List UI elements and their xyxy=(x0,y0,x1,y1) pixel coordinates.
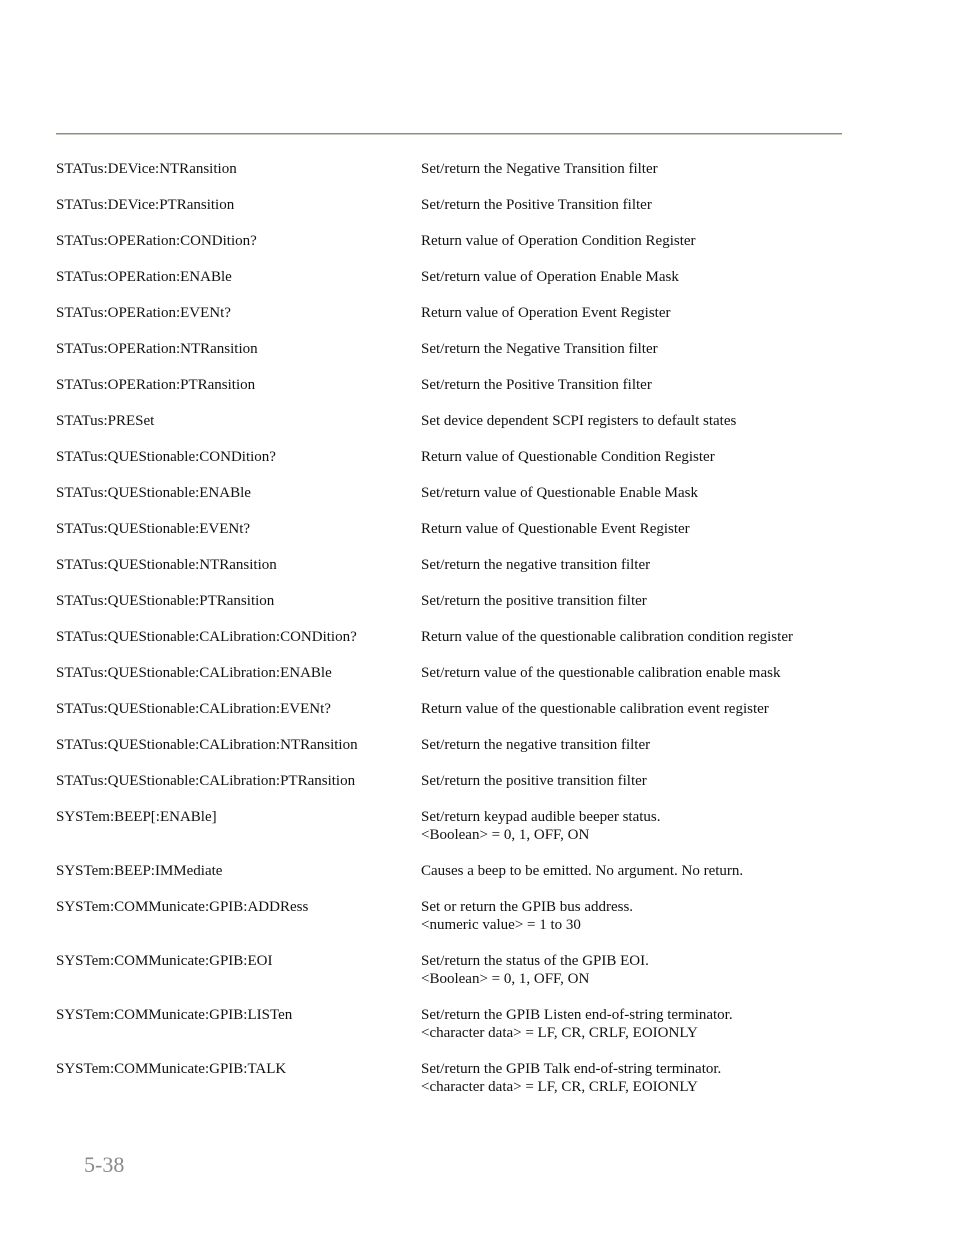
description-line: Set/return the Positive Transition filter xyxy=(421,197,652,213)
description-line: Set/return the positive transition filter xyxy=(421,773,647,789)
description-line: Set/return the GPIB Talk end-of-string terminator. xyxy=(421,1061,722,1077)
command-name: SYSTem:COMMunicate:GPIB:ADDRess xyxy=(56,899,309,915)
description-line: <character data> = LF, CR, CRLF, EOIONLY xyxy=(421,1025,698,1041)
command-description xyxy=(421,304,856,322)
table-row xyxy=(56,196,856,232)
command-description xyxy=(421,592,856,610)
command-description xyxy=(421,556,856,574)
description-line: Set/return the Negative Transition filter xyxy=(421,341,658,357)
description-line: <Boolean> = 0, 1, OFF, ON xyxy=(421,827,590,843)
command-name: STATus:OPERation:CONDition? xyxy=(56,233,257,249)
command-name: STATus:DEVice:NTRansition xyxy=(56,161,237,177)
description-line: Return value of Questionable Event Register xyxy=(421,521,690,537)
command-description xyxy=(421,628,856,646)
command-name: STATus:QUEStionable:CALibration:CONDition? xyxy=(56,629,357,645)
command-description xyxy=(421,232,856,250)
command-description xyxy=(421,160,856,178)
description-line: Set/return the GPIB Listen end-of-string terminator. xyxy=(421,1007,733,1023)
table-row xyxy=(56,1060,856,1114)
command-description xyxy=(421,898,856,934)
command-description xyxy=(421,862,856,880)
description-line: Set or return the GPIB bus address. xyxy=(421,899,634,915)
description-line: Return value of the questionable calibration condition register xyxy=(421,629,793,645)
table-row xyxy=(56,340,856,376)
table-row xyxy=(56,520,856,556)
command-name: STATus:OPERation:ENABle xyxy=(56,269,232,285)
table-row xyxy=(56,448,856,484)
description-line: Return value of Operation Condition Register xyxy=(421,233,696,249)
command-description xyxy=(421,772,856,790)
command-description xyxy=(421,196,856,214)
description-line: Set/return the positive transition filter xyxy=(421,593,647,609)
description-line: Return value of Operation Event Register xyxy=(421,305,671,321)
command-name: SYSTem:COMMunicate:GPIB:EOI xyxy=(56,953,273,969)
command-name: STATus:QUEStionable:NTRansition xyxy=(56,557,277,573)
description-line: Return value of the questionable calibration event register xyxy=(421,701,769,717)
command-name: SYSTem:COMMunicate:GPIB:TALK xyxy=(56,1061,287,1077)
command-name: STATus:QUEStionable:CONDition? xyxy=(56,449,276,465)
table-row xyxy=(56,664,856,700)
command-description xyxy=(421,376,856,394)
command-description xyxy=(421,952,856,988)
table-row xyxy=(56,556,856,592)
command-description xyxy=(421,1006,856,1042)
table-row xyxy=(56,862,856,898)
command-description xyxy=(421,736,856,754)
table-row xyxy=(56,232,856,268)
command-description xyxy=(421,484,856,502)
command-name: STATus:QUEStionable:CALibration:PTRansition xyxy=(56,773,356,789)
description-line: Set/return the status of the GPIB EOI. xyxy=(421,953,649,969)
page-number: 5-38 xyxy=(84,1152,125,1177)
command-name: STATus:QUEStionable:CALibration:ENABle xyxy=(56,665,332,681)
table-row xyxy=(56,592,856,628)
command-name: STATus:QUEStionable:CALibration:EVENt? xyxy=(56,701,331,717)
command-name: STATus:OPERation:NTRansition xyxy=(56,341,258,357)
command-name: STATus:QUEStionable:PTRansition xyxy=(56,593,275,609)
command-name: STATus:OPERation:PTRansition xyxy=(56,377,256,393)
header-rule xyxy=(56,133,842,134)
command-description xyxy=(421,340,856,358)
command-name: STATus:QUEStionable:CALibration:NTRansition xyxy=(56,737,358,753)
command-description xyxy=(421,448,856,466)
table-row xyxy=(56,952,856,1006)
table-row xyxy=(56,160,856,196)
command-description xyxy=(421,520,856,538)
command-description xyxy=(421,268,856,286)
description-line: Set/return value of Operation Enable Mask xyxy=(421,269,679,285)
description-line: Return value of Questionable Condition Register xyxy=(421,449,715,465)
command-description xyxy=(421,700,856,718)
command-name: STATus:OPERation:EVENt? xyxy=(56,305,231,321)
scpi-command-table xyxy=(56,160,856,1114)
command-description xyxy=(421,412,856,430)
table-row xyxy=(56,268,856,304)
description-line: Set device dependent SCPI registers to default states xyxy=(421,413,737,429)
command-name: STATus:QUEStionable:ENABle xyxy=(56,485,251,501)
description-line: Set/return the negative transition filter xyxy=(421,557,651,573)
table-row xyxy=(56,1006,856,1060)
table-row xyxy=(56,736,856,772)
command-name: SYSTem:COMMunicate:GPIB:LISTen xyxy=(56,1007,293,1023)
command-name: STATus:QUEStionable:EVENt? xyxy=(56,521,251,537)
description-line: <Boolean> = 0, 1, OFF, ON xyxy=(421,971,590,987)
description-line: Set/return the negative transition filter xyxy=(421,737,651,753)
table-row xyxy=(56,484,856,520)
table-row xyxy=(56,808,856,862)
command-name: STATus:DEVice:PTRansition xyxy=(56,197,235,213)
description-line: Set/return keypad audible beeper status. xyxy=(421,809,661,825)
description-line: <numeric value> = 1 to 30 xyxy=(421,917,581,933)
table-row xyxy=(56,700,856,736)
table-row xyxy=(56,898,856,952)
description-line: Set/return value of the questionable calibration enable mask xyxy=(421,665,781,681)
description-line: <character data> = LF, CR, CRLF, EOIONLY xyxy=(421,1079,698,1095)
command-description xyxy=(421,808,856,844)
description-line: Causes a beep to be emitted. No argument. No return. xyxy=(421,863,744,879)
table-row xyxy=(56,304,856,340)
command-description xyxy=(421,1060,856,1096)
table-row xyxy=(56,376,856,412)
table-row xyxy=(56,628,856,664)
description-line: Set/return the Positive Transition filter xyxy=(421,377,652,393)
command-name: SYSTem:BEEP[:ENABle] xyxy=(56,809,217,825)
command-name: STATus:PRESet xyxy=(56,413,155,429)
table-row xyxy=(56,772,856,808)
table-row xyxy=(56,412,856,448)
description-line: Set/return value of Questionable Enable Mask xyxy=(421,485,699,501)
command-name: SYSTem:BEEP:IMMediate xyxy=(56,863,223,879)
description-line: Set/return the Negative Transition filter xyxy=(421,161,658,177)
command-description xyxy=(421,664,856,682)
